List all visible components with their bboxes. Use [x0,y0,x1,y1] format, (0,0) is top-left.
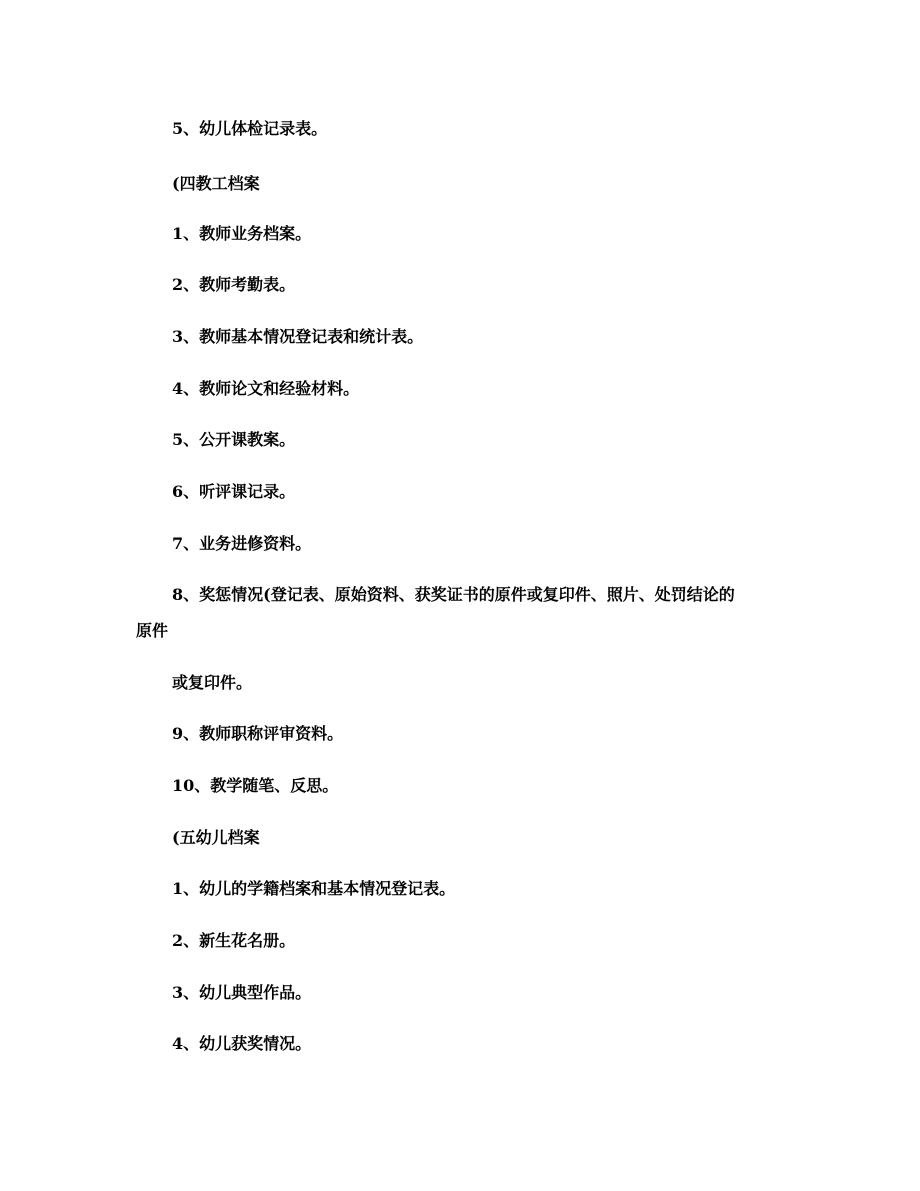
text-line-open-class-plans: 5、公开课教案。 [172,430,296,449]
text-line-student-records: 1、幼儿的学籍档案和基本情况登记表。 [172,879,456,898]
text-line-or-copies: 或复印件。 [172,673,253,692]
section-heading-child-archives: (五幼儿档案 [172,828,260,847]
text-line-rewards-punishments: 8、奖惩情况(登记表、原始资料、获奖证书的原件或复印件、照片、处罚结论的 [172,585,735,604]
text-line-rewards-continuation: 原件 [136,621,169,640]
text-line-teacher-attendance: 2、教师考勤表。 [172,275,296,294]
text-line-teaching-notes: 10、教学随笔、反思。 [172,776,339,795]
text-line-teacher-papers: 4、教师论文和经验材料。 [172,379,360,398]
text-line-professional-training: 7、业务进修资料。 [172,534,312,553]
text-line-lesson-evaluation: 6、听评课记录。 [172,482,296,501]
text-line-teacher-business-archive: 1、教师业务档案。 [172,224,312,243]
text-line-title-review: 9、教师职称评审资料。 [172,724,344,743]
text-line-new-student-roster: 2、新生花名册。 [172,931,296,950]
section-heading-staff-archives: (四教工档案 [172,174,260,193]
text-line-child-awards: 4、幼儿获奖情况。 [172,1034,312,1053]
text-line-typical-works: 3、幼儿典型作品。 [172,983,312,1002]
text-line-physical-exam-record: 5、幼儿体检记录表。 [172,119,328,138]
text-line-teacher-basic-info: 3、教师基本情况登记表和统计表。 [172,327,424,346]
